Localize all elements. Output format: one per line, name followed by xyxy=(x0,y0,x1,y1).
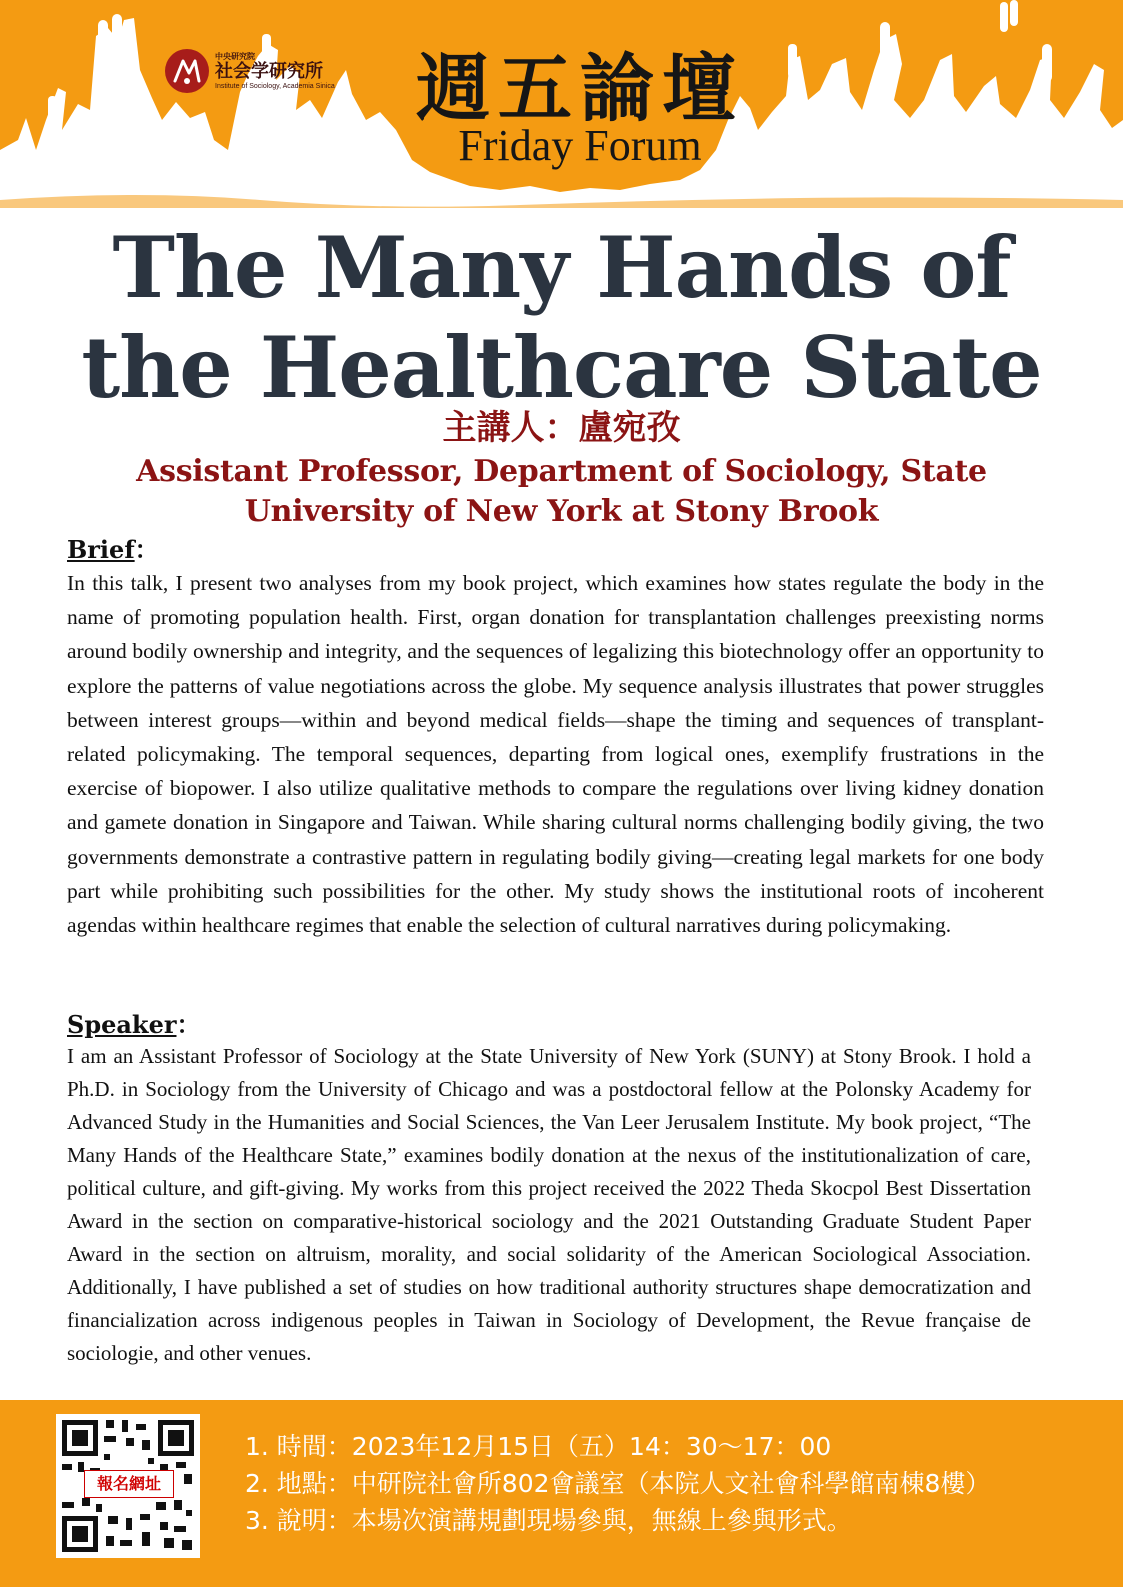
event-details xyxy=(245,1428,1105,1539)
institute-logo xyxy=(165,48,335,94)
forum-title-chinese: 週五論壇 xyxy=(416,46,744,132)
header-banner xyxy=(0,0,1123,230)
talk-title-line-2: the Healthcare State xyxy=(81,318,1042,417)
institute-name xyxy=(215,53,335,90)
speaker-paragraph: I am an Assistant Professor of Sociology at the State University of New York (SUNY) at Stony Brook. I hold a Ph.D. in Sociology from the University of Chicago and was a postdoctoral fellow at the Polonsky Academy for Advanced Study in the Humanities and Social Sciences, the Van Leer Jerusalem Institute. My book project, “The Many Hands of the Healthcare State,” examines bodily donation at the nexus of the institutionalization of care, political culture, and gift-giving. My works from this project received the 2022 Theda Skocpol Best Dissertation Award in the section on comparative-historical sociology and the 2021 Outstanding Graduate Student Paper Award in the section on altruism, morality, and social solidarity of the American Sociological Association. Additionally, I have published a set of studies on how traditional authority structures shape democratization and financialization across indigenous peoples in Taiwan in Sociology of Development, the Revue française de sociologie, and other venues. xyxy=(67,1044,1031,1365)
institute-emblem-icon xyxy=(165,49,209,93)
brief-heading-colon: ： xyxy=(134,535,159,564)
speaker-name-chinese: 主講人：盧宛孜 xyxy=(442,408,681,448)
speaker-heading-label: Speaker xyxy=(67,1010,177,1039)
affiliation-line-2: University of New York at Stony Brook xyxy=(244,494,879,529)
talk-title xyxy=(40,218,1083,418)
logo-academia-label: 中央研究院 xyxy=(215,51,255,61)
forum-title-english: Friday Forum xyxy=(458,121,702,170)
event-location: 2. 地點：中研院社會所802會議室（本院人文社會科學館南棟8樓） xyxy=(245,1469,991,1498)
speaker-affiliation xyxy=(80,452,1043,532)
speaker-heading xyxy=(67,1005,200,1040)
talk-title-line-1: The Many Hands of xyxy=(112,218,1011,317)
logo-institute-label: 社会学研究所 xyxy=(215,60,323,82)
qr-registration-label: 報名網址 xyxy=(84,1470,174,1498)
brief-heading xyxy=(67,530,159,565)
event-time: 1. 時間：2023年12月15日（五）14：30～17：00 xyxy=(245,1432,832,1461)
registration-qr-code[interactable] xyxy=(56,1414,200,1558)
speaker-heading-colon: ： xyxy=(176,1010,201,1039)
brief-paragraph: In this talk, I present two analyses from my book project, which examines how states regulate the body in the name of promoting population health. First, organ donation for transplantation challenges preexisting norms around bodily ownership and integrity, and the sequences of legalizing this biotechnology offer an opportunity to explore the patterns of value negotiations across the globe. My sequence analysis illustrates that power struggles between interest groups—within and beyond medical fields—shape the timing and sequences of transplant-related policymaking. The temporal sequences, departing from logical ones, exemplify frustrations in the exercise of biopower. I also utilize qualitative methods to compare the regulations over living kidney donation and gamete donation in Singapore and Taiwan. While sharing cultural norms challenging bodily giving, the two governments demonstrate a contrastive pattern in regulating bodily giving—creating legal markets for one body part while prohibiting such possibilities for the other. My study shows the institutional roots of incoherent agendas within healthcare regimes that enable the selection of cultural narratives during policymaking. xyxy=(67,571,1044,938)
logo-english-label: Institute of Sociology, Academia Sinica xyxy=(215,82,335,90)
brief-heading-label: Brief xyxy=(67,535,135,564)
affiliation-line-1: Assistant Professor, Department of Sociology, State xyxy=(136,454,987,489)
event-note: 3. 說明：本場次演講規劃現場參與，無線上參與形式。 xyxy=(245,1506,852,1535)
